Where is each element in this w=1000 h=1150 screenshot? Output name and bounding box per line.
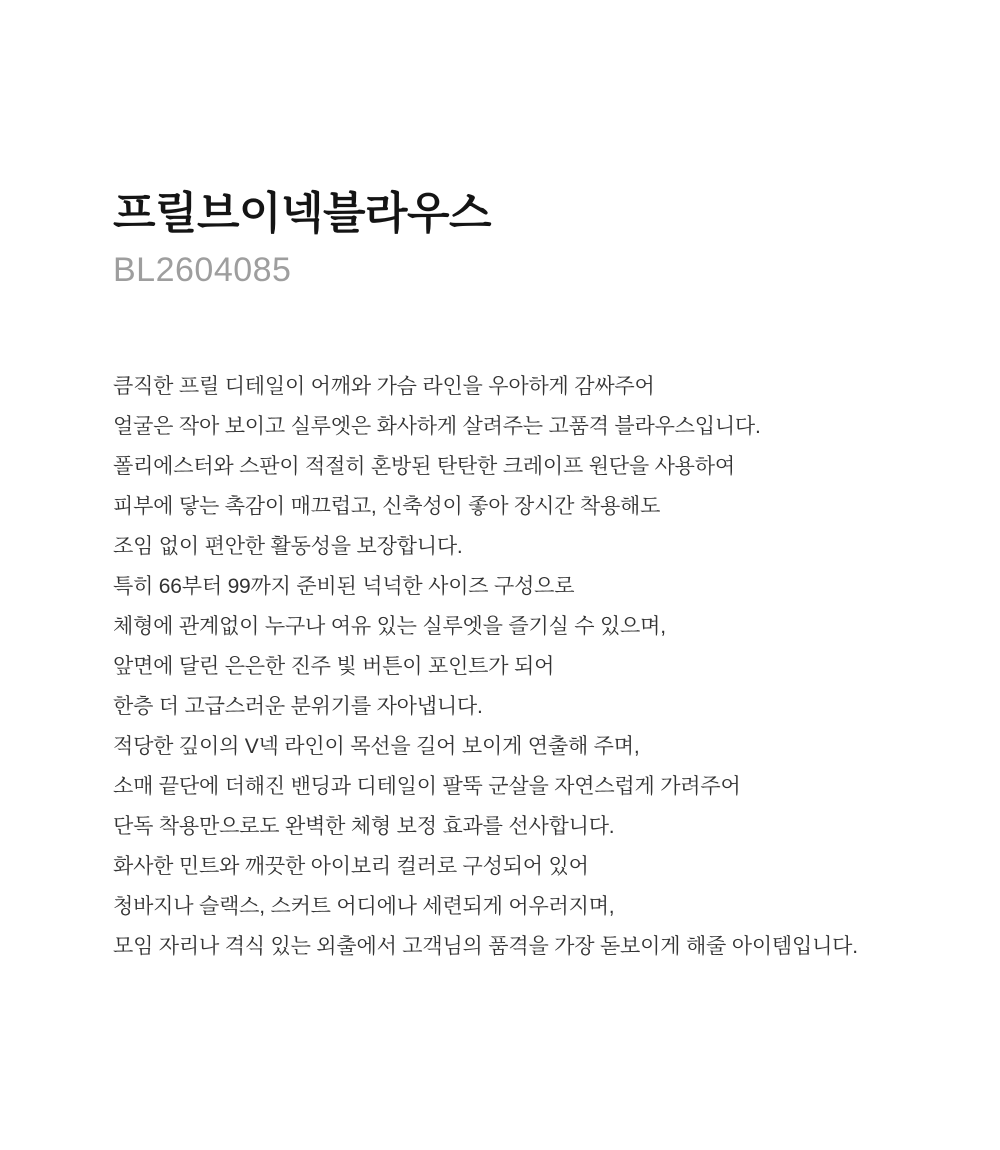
description-line: 앞면에 달린 은은한 진주 빛 버튼이 포인트가 되어 [113,655,555,678]
product-title: 프릴브이넥블라우스 [113,189,492,238]
description-line: 모임 자리나 격식 있는 외출에서 고객님의 품격을 가장 돋보이게 해줄 아이템입니다. [113,935,858,958]
description-line: 적당한 깊이의 V넥 라인이 목선을 길어 보이게 연출해 주며, [113,735,640,758]
description-line: 화사한 민트와 깨끗한 아이보리 컬러로 구성되어 있어 [113,855,589,878]
description-line: 특히 66부터 99까지 준비된 넉넉한 사이즈 구성으로 [113,575,575,598]
product-code: BL2604085 [113,251,292,289]
description-line: 폴리에스터와 스판이 적절히 혼방된 탄탄한 크레이프 원단을 사용하여 [113,455,735,478]
description-line: 큼직한 프릴 디테일이 어깨와 가슴 라인을 우아하게 감싸주어 [113,375,655,398]
product-description [113,367,940,967]
description-line: 청바지나 슬랙스, 스커트 어디에나 세련되게 어우러지며, [113,895,615,918]
description-line: 조임 없이 편안한 활동성을 보장합니다. [113,535,463,558]
description-line: 단독 착용만으로도 완벽한 체형 보정 효과를 선사합니다. [113,815,615,838]
description-line: 체형에 관계없이 누구나 여유 있는 실루엣을 즐기실 수 있으며, [113,615,666,638]
description-line: 한층 더 고급스러운 분위기를 자아냅니다. [113,695,483,718]
description-line: 소매 끝단에 더해진 밴딩과 디테일이 팔뚝 군살을 자연스럽게 가려주어 [113,775,741,798]
description-line: 피부에 닿는 촉감이 매끄럽고, 신축성이 좋아 장시간 착용해도 [113,495,661,518]
description-line: 얼굴은 작아 보이고 실루엣은 화사하게 살려주는 고품격 블라우스입니다. [113,415,761,438]
